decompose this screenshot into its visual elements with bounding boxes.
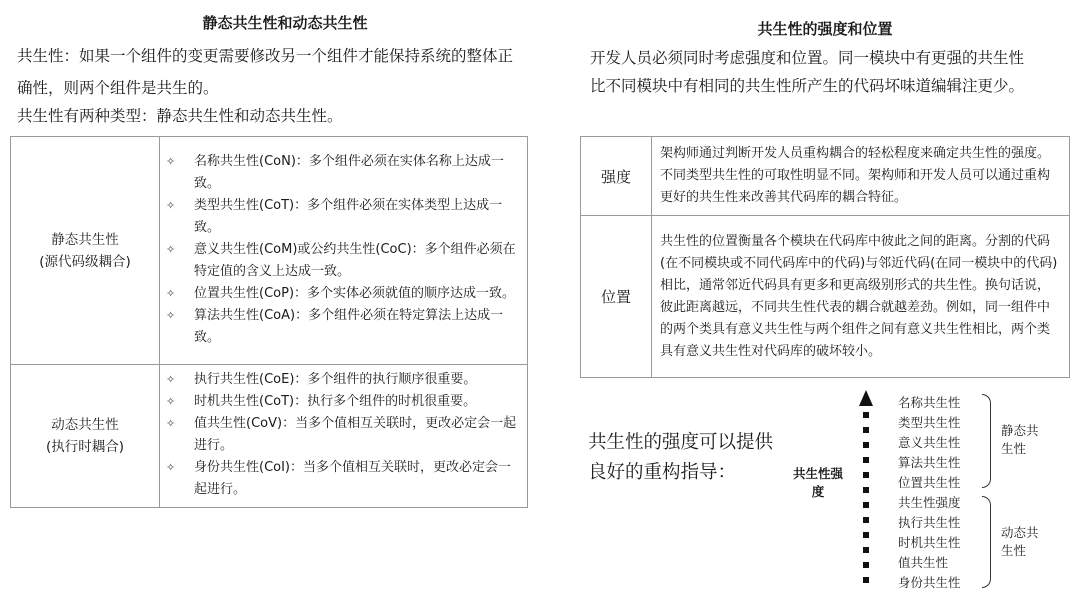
dynamic-category-cell [11,365,160,508]
ladder-item: 身份共生性 [898,575,961,590]
axis-dash [863,412,869,418]
static-category-name: 静态共生性 [51,231,119,248]
diamond-bullet-icon: ✧ [166,373,176,386]
ladder-item: 共生性强度 [898,495,961,510]
strength-position-intro-line-2: 比不同模块中有相同的共生性所产生的代码坏味道编辑注更少。 [590,77,1025,95]
static-items-cell [160,137,528,365]
dynamic-connascence-row [11,365,528,508]
position-description: 共生性的位置衡量各个模块在代码库中彼此之间的距离。分割的代码(在不同模块或不同代码库中的代码)与邻近代码(在同一模块中的代码)相比，通常邻近代码具有更多和更高级别形式的共生性。换句话说，彼此距离越远，不同共生性代表的耦合就越差劲。例如，同一组件中的两个类具有意义共生性与两个组件之间有意义共生性相比，两个类具有意义共生性对代码库的破坏较小。 [652,216,1070,378]
static-connascence-row [11,137,528,365]
guidance-line-2: 良好的重构指导： [588,462,737,483]
list-item: ✧ 意义共生性(CoM)或公约共生性(CoC)：多个组件必须在特定值的含义上达成一致。 [166,239,521,283]
ladder-item: 位置共生性 [898,475,961,490]
position-row [581,216,1070,378]
list-item: ✧ 名称共生性(CoN)：多个组件必须在实体名称上达成一致。 [166,151,521,195]
connascence-types-line: 共生性有两种类型：静态共生性和动态共生性。 [17,107,343,125]
position-label: 位置 [581,216,652,378]
connascence-types-table [10,136,528,508]
axis-dash [863,427,869,433]
axis-dash [863,517,869,523]
static-category-sub: (源代码级耦合) [39,253,131,270]
list-item: ✧ 时机共生性(CoT)：执行多个组件的时机很重要。 [166,391,521,413]
right-section-title: 共生性的强度和位置 [757,20,893,38]
axis-dash [863,532,869,538]
list-item: ✧ 位置共生性(CoP)：多个实体必须就值的顺序达成一致。 [166,283,521,305]
strength-label: 强度 [581,137,652,216]
dynamic-items-cell [160,365,528,508]
connascence-definition-line-1: 共生性：如果一个组件的变更需要修改另一个组件才能保持系统的整体正 [17,47,514,65]
axis-dash [863,442,869,448]
ladder-item: 算法共生性 [898,455,961,470]
ladder-item: 值共生性 [898,555,949,570]
ladder-item: 类型共生性 [898,415,961,430]
axis-dash [863,547,869,553]
guidance-line-1: 共生性的强度可以提供 [588,432,774,453]
static-category-cell [11,137,160,365]
static-group-brace [982,394,991,488]
axis-dash [863,502,869,508]
diamond-bullet-icon: ✧ [166,198,176,212]
connascence-definition-line-2: 确性，则两个组件是共生的。 [17,79,219,97]
dynamic-category-sub: (执行时耦合) [45,439,125,455]
axis-dash [863,562,869,568]
diamond-bullet-icon: ✧ [166,242,176,256]
refactoring-guidance-text [588,428,798,488]
strength-position-intro-line-1: 开发人员必须同时考虑强度和位置。同一模块中有更强的共生性 [590,49,1025,67]
list-item: ✧ 类型共生性(CoT)：多个组件必须在实体类型上达成一致。 [166,195,521,239]
diamond-bullet-icon: ✧ [166,417,176,430]
diamond-bullet-icon: ✧ [166,154,176,168]
strength-position-table [580,136,1070,378]
dynamic-group-brace [982,496,991,588]
axis-dash [863,487,869,493]
diamond-bullet-icon: ✧ [166,395,176,408]
axis-dash [863,472,869,478]
list-item: ✧ 算法共生性(CoA)：多个组件必须在特定算法上达成一致。 [166,305,521,349]
diamond-bullet-icon: ✧ [166,308,176,322]
strength-row [581,137,1070,216]
ladder-item: 执行共生性 [898,515,961,530]
list-item: ✧ 身份共生性(CoI)：当多个值相互关联时，更改必定会一起进行。 [166,457,521,501]
strength-axis-label: 共生性强度 [792,466,843,499]
diamond-bullet-icon: ✧ [166,286,176,300]
list-item: ✧ 值共生性(CoV)：当多个值相互关联时，更改必定会一起进行。 [166,413,521,457]
ladder-item: 时机共生性 [898,535,961,550]
diamond-bullet-icon: ✧ [166,461,176,474]
list-item: ✧ 执行共生性(CoE)：多个组件的执行顺序很重要。 [166,369,521,391]
ladder-item: 意义共生性 [898,435,961,450]
strength-description: 架构师通过判断开发人员重构耦合的轻松程度来确定共生性的强度。不同类型共生性的可取性明显不同。架构师和开发人员可以通过重构更好的共生性来改善其代码库的耦合特征。 [652,137,1070,216]
left-section-title: 静态共生性和动态共生性 [202,14,368,32]
ladder-item: 名称共生性 [898,395,961,410]
static-group-label: 静态共生性 [1001,423,1039,456]
dynamic-category-name: 动态共生性 [51,417,119,433]
arrow-up-icon [859,390,873,406]
axis-dash [863,577,869,583]
dynamic-group-label: 动态共生性 [1001,525,1039,558]
axis-dash [863,457,869,463]
